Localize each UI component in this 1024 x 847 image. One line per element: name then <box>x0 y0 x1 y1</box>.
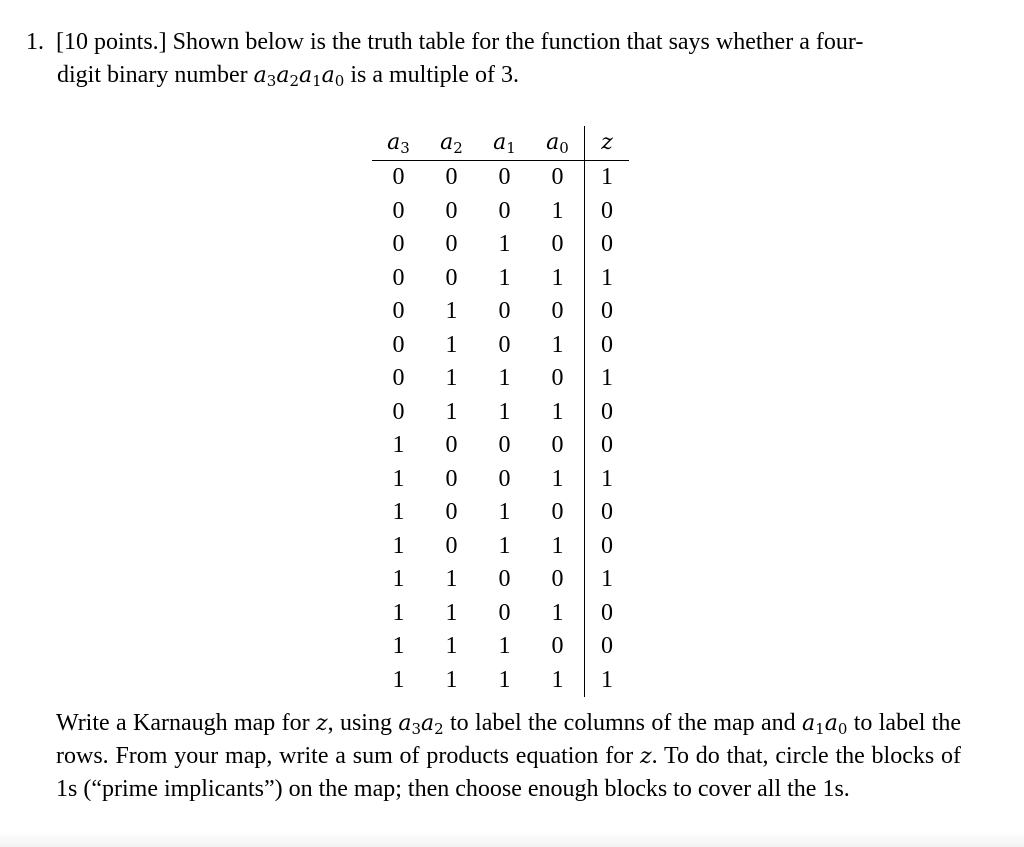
cell-a2: 0 <box>445 164 458 190</box>
cell-a0: 1 <box>551 599 564 626</box>
cell-a1: 0 <box>498 197 511 224</box>
cell-z: 1 <box>585 262 630 296</box>
table-row <box>372 530 629 564</box>
table-row <box>372 329 629 363</box>
var-z-2: z <box>640 744 652 769</box>
cell-a3: 0 <box>392 231 405 257</box>
cell-a1: 1 <box>498 365 511 391</box>
cell-z: 1 <box>585 664 630 698</box>
cell-a1: 1 <box>498 499 511 525</box>
cell-a2: 1 <box>445 633 458 659</box>
columns-label-a3a2: $a_3a_2$ <box>398 711 444 738</box>
cell-a0: 1 <box>551 398 564 425</box>
table-row <box>372 429 629 463</box>
question-intro: [10 points.] Shown below is the truth table for the function that says whether a four- <box>56 29 864 55</box>
cell-a2: 1 <box>445 398 458 425</box>
cell-a2: 1 <box>445 666 458 693</box>
cell-a1: 0 <box>498 298 511 324</box>
header-a1: $a_1$ <box>478 126 531 161</box>
question-line-2 <box>26 59 966 92</box>
truth-table-header-row <box>372 126 629 161</box>
cell-a1: 1 <box>498 231 511 257</box>
cell-z: 0 <box>585 396 630 430</box>
cell-a2: 0 <box>445 465 458 492</box>
cell-a2: 0 <box>445 231 458 257</box>
cell-a2: 0 <box>445 532 458 559</box>
cell-a2: 1 <box>445 365 458 391</box>
cell-a1: 0 <box>498 331 511 358</box>
cell-z: 0 <box>585 496 630 530</box>
cell-z: 0 <box>585 429 630 463</box>
table-row <box>372 630 629 664</box>
table-row <box>372 597 629 631</box>
table-row <box>372 362 629 396</box>
cell-a3: 0 <box>392 365 405 391</box>
cell-a3: 0 <box>392 164 405 190</box>
cell-a0: 0 <box>551 231 564 257</box>
cell-a3: 0 <box>392 398 405 425</box>
cell-a2: 1 <box>445 566 458 592</box>
table-row <box>372 228 629 262</box>
cell-a2: 1 <box>445 298 458 324</box>
cell-a0: 0 <box>551 566 564 592</box>
truth-table <box>372 126 629 697</box>
cell-a2: 0 <box>445 432 458 458</box>
header-a2: $a_2$ <box>425 126 478 161</box>
cell-a2: 1 <box>445 331 458 358</box>
cell-z: 1 <box>585 563 630 597</box>
cell-a1: 0 <box>498 164 511 190</box>
cell-z: 0 <box>585 530 630 564</box>
question-line2-after: is a multiple of 3. <box>350 62 519 88</box>
cell-z: 0 <box>585 228 630 262</box>
cell-a0: 1 <box>551 532 564 559</box>
cell-a3: 0 <box>392 264 405 291</box>
cell-a0: 0 <box>551 164 564 190</box>
cell-a3: 1 <box>392 633 405 659</box>
cell-a0: 0 <box>551 298 564 324</box>
header-z: z <box>585 126 630 161</box>
cell-a0: 1 <box>551 465 564 492</box>
cell-a2: 0 <box>445 499 458 525</box>
cell-a0: 1 <box>551 197 564 224</box>
cell-a3: 1 <box>392 566 405 592</box>
cell-a1: 0 <box>498 599 511 626</box>
header-a3: $a_3$ <box>372 126 425 161</box>
instructions-paragraph: Write a Karnaugh map for z, using $a_3a_2$ to label the columns of the map and $a_1a_0$ to label the rows. From your map, write a sum of products equation for z. To do that, circle the blocks of 1s (“prime implicants”) on the map; then choose enough blocks to cover all the 1s. <box>56 710 962 802</box>
cell-z: 0 <box>585 295 630 329</box>
cell-z: 1 <box>585 362 630 396</box>
cell-a1: 0 <box>498 432 511 458</box>
cell-a1: 1 <box>498 264 511 291</box>
cell-a0: 1 <box>551 264 564 291</box>
cell-a3: 1 <box>392 499 405 525</box>
cell-a0: 0 <box>551 432 564 458</box>
table-row <box>372 563 629 597</box>
cell-a0: 0 <box>551 365 564 391</box>
cell-a0: 0 <box>551 499 564 525</box>
cell-a2: 1 <box>445 599 458 626</box>
cell-a1: 1 <box>498 532 511 559</box>
var-z: z <box>316 711 328 736</box>
question-line-1 <box>26 26 966 59</box>
table-row <box>372 262 629 296</box>
cell-a1: 0 <box>498 566 511 592</box>
cell-a1: 0 <box>498 465 511 492</box>
header-a0: $a_0$ <box>531 126 585 161</box>
cell-a3: 1 <box>392 666 405 693</box>
cell-z: 0 <box>585 597 630 631</box>
truth-table-body <box>372 161 629 698</box>
cell-a3: 0 <box>392 331 405 358</box>
cell-a1: 1 <box>498 666 511 693</box>
table-row <box>372 463 629 497</box>
cell-a1: 1 <box>498 633 511 659</box>
question-line2-before: digit binary number <box>57 62 248 88</box>
cell-a1: 1 <box>498 398 511 425</box>
rows-label-a1a0: $a_1a_0$ <box>802 711 848 738</box>
page-bottom-edge <box>0 832 1024 847</box>
cell-z: 0 <box>585 329 630 363</box>
question-1 <box>26 26 966 92</box>
cell-a3: 1 <box>392 465 405 492</box>
cell-z: 0 <box>585 195 630 229</box>
table-row <box>372 161 629 195</box>
binary-number-expression: $a_3a_2a_1a_0$ <box>253 63 345 90</box>
cell-a3: 0 <box>392 197 405 224</box>
cell-a3: 0 <box>392 298 405 324</box>
cell-a0: 1 <box>551 666 564 693</box>
cell-z: 0 <box>585 630 630 664</box>
table-row <box>372 195 629 229</box>
table-row <box>372 396 629 430</box>
cell-a0: 0 <box>551 633 564 659</box>
cell-a2: 0 <box>445 264 458 291</box>
cell-z: 1 <box>585 161 630 195</box>
cell-a0: 1 <box>551 331 564 358</box>
table-row <box>372 664 629 698</box>
table-row <box>372 295 629 329</box>
table-row <box>372 496 629 530</box>
cell-a3: 1 <box>392 599 405 626</box>
question-number: 1. <box>26 29 44 55</box>
cell-a3: 1 <box>392 432 405 458</box>
cell-z: 1 <box>585 463 630 497</box>
cell-a2: 0 <box>445 197 458 224</box>
cell-a3: 1 <box>392 532 405 559</box>
